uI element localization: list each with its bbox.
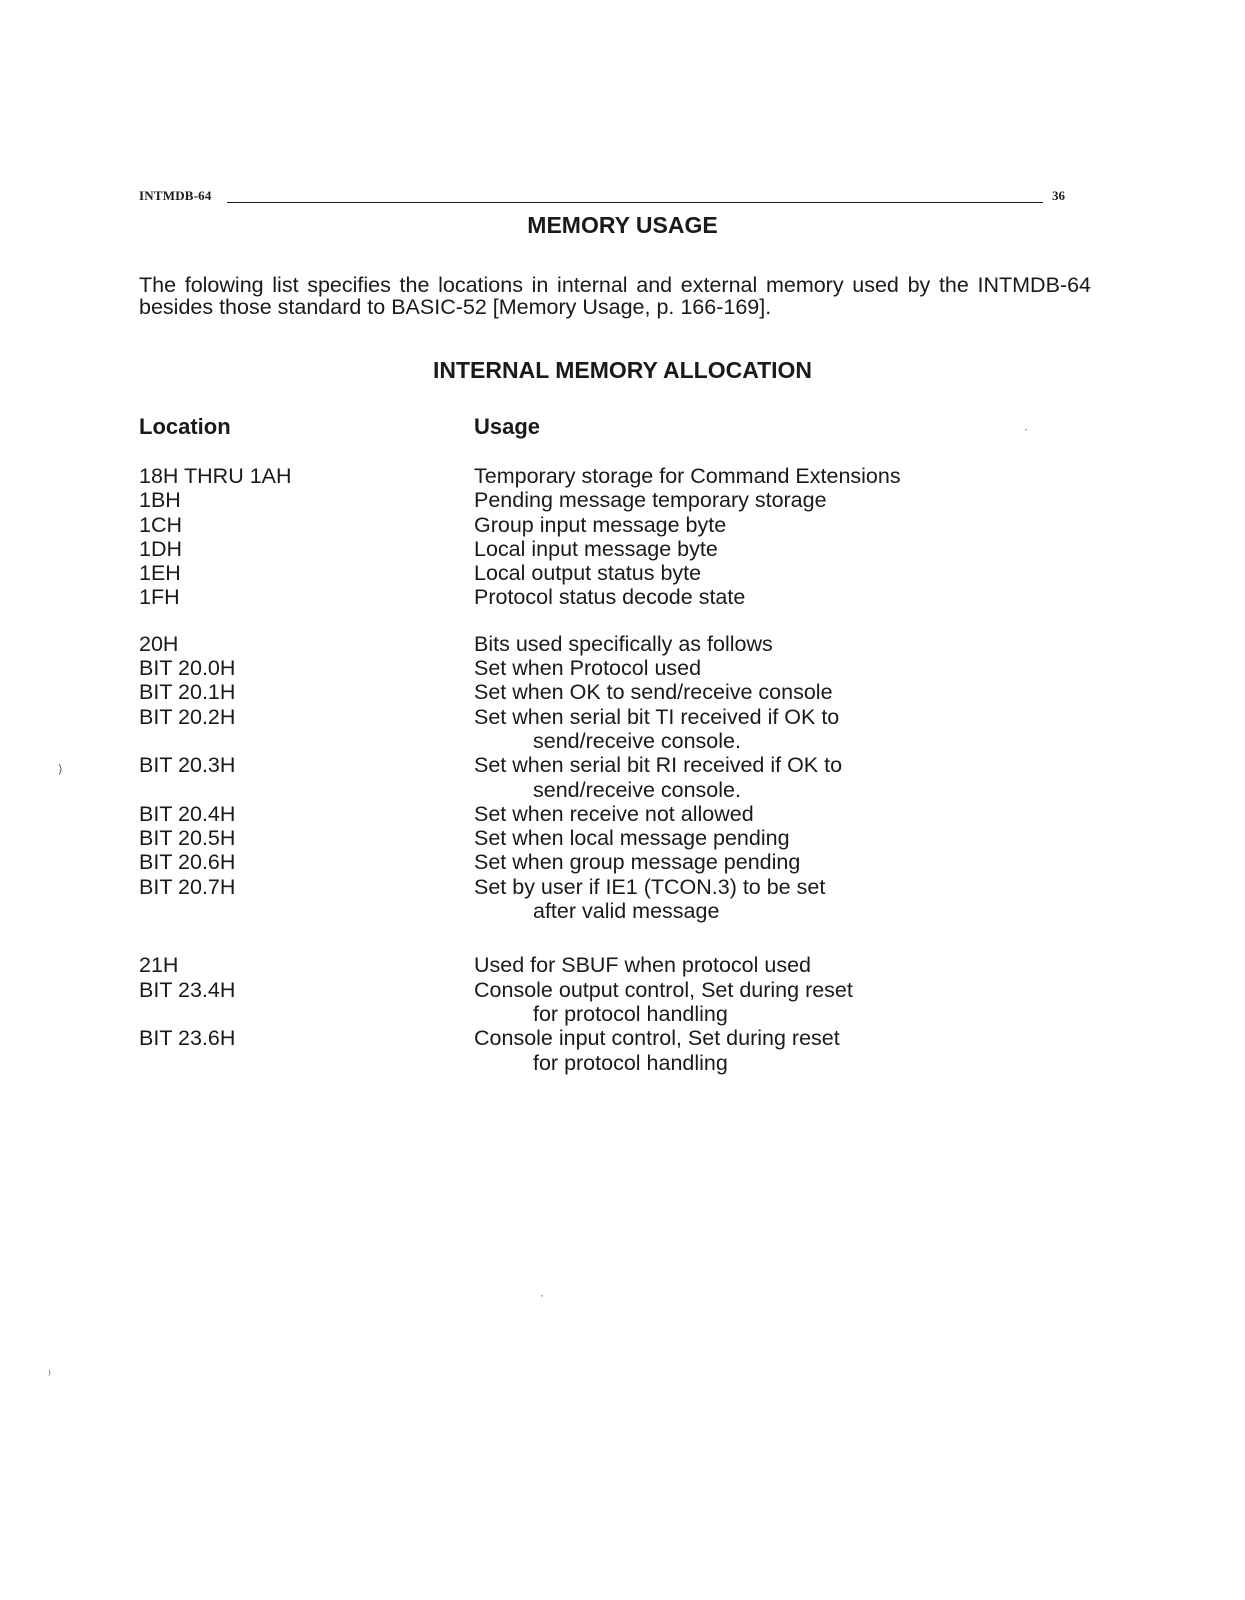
usage-text: Used for SBUF when protocol used xyxy=(474,953,811,978)
usage-cell xyxy=(474,953,1099,977)
location-cell: BIT 20.5H xyxy=(139,826,236,851)
usage-text: Console input control, Set during reset xyxy=(474,1026,840,1051)
location-cell: 21H xyxy=(139,953,179,978)
location-cell: BIT 20.4H xyxy=(139,801,236,826)
location-cell: BIT 20.2H xyxy=(139,704,236,729)
table-row xyxy=(139,561,1099,585)
usage-text: Set by user if IE1 (TCON.3) to be set xyxy=(474,874,826,899)
usage-text: Console output control, Set during reset xyxy=(474,977,853,1002)
usage-cell xyxy=(474,705,1099,754)
usage-cell xyxy=(474,1026,1099,1075)
usage-cell xyxy=(474,632,1099,656)
location-cell: BIT 20.6H xyxy=(139,850,236,875)
table-row xyxy=(139,802,1099,826)
location-cell: 1CH xyxy=(139,512,183,537)
usage-cell xyxy=(474,875,1099,924)
usage-text: Temporary storage for Command Extensions xyxy=(474,464,901,488)
scan-mark: ⁾ xyxy=(48,1368,51,1382)
usage-text: Protocol status decode state xyxy=(474,585,746,610)
usage-cell xyxy=(474,802,1099,826)
usage-continuation: send/receive console. xyxy=(533,728,741,753)
table-row xyxy=(139,1026,1099,1075)
usage-cell xyxy=(474,826,1099,850)
usage-cell xyxy=(474,978,1099,1027)
scan-dot: · xyxy=(1024,422,1028,436)
table-row xyxy=(139,585,1099,609)
location-cell: BIT 23.6H xyxy=(139,1026,236,1051)
usage-text: Set when serial bit TI received if OK to xyxy=(474,704,840,729)
location-cell: BIT 20.1H xyxy=(139,680,236,705)
usage-text: Local input message byte xyxy=(474,536,718,561)
table-row xyxy=(139,875,1099,924)
section-title: INTERNAL MEMORY ALLOCATION xyxy=(432,357,813,383)
usage-text: Bits used specifically as follows xyxy=(474,631,773,656)
table-row xyxy=(139,537,1099,561)
intro-paragraph: The folowing list specifies the locations in internal and external memory used by the INTMDB-64 besides those standard to BASIC-52 [Memory Usage, p. 166-169]. xyxy=(139,273,1091,319)
usage-cell xyxy=(474,537,1099,561)
usage-cell xyxy=(474,850,1099,874)
usage-text: Set when local message pending xyxy=(474,826,790,851)
table-row xyxy=(139,464,1099,488)
usage-text: Set when Protocol used xyxy=(474,656,702,681)
scan-dot: · xyxy=(540,1288,544,1302)
table-row xyxy=(139,978,1099,1027)
page-title: MEMORY USAGE xyxy=(527,212,718,238)
usage-text: Set when serial bit RI received if OK to xyxy=(474,753,843,778)
location-cell: 1BH xyxy=(139,488,181,513)
location-cell: 1FH xyxy=(139,585,180,610)
location-cell: BIT 20.7H xyxy=(139,874,236,899)
usage-text: Set when group message pending xyxy=(474,850,801,875)
location-cell: 18H THRU 1AH xyxy=(139,464,292,488)
table-row xyxy=(139,850,1099,874)
usage-continuation: for protocol handling xyxy=(533,1050,728,1075)
usage-continuation: after valid message xyxy=(533,899,720,924)
memory-allocation-table xyxy=(139,464,1099,1075)
table-row xyxy=(139,632,1099,656)
usage-cell xyxy=(474,464,1099,488)
location-cell: BIT 23.4H xyxy=(139,977,236,1002)
usage-cell xyxy=(474,488,1099,512)
usage-cell xyxy=(474,753,1099,802)
usage-text: Group input message byte xyxy=(474,512,727,537)
usage-cell xyxy=(474,680,1099,704)
usage-text: Set when receive not allowed xyxy=(474,801,754,826)
location-cell: 1EH xyxy=(139,561,181,586)
usage-cell xyxy=(474,656,1099,680)
usage-text: Pending message temporary storage xyxy=(474,488,827,513)
usage-cell xyxy=(474,585,1099,609)
table-row xyxy=(139,705,1099,754)
usage-column-header: Usage xyxy=(474,414,541,439)
table-row xyxy=(139,513,1099,537)
scan-mark: ⟩ xyxy=(58,762,63,776)
location-cell: 20H xyxy=(139,631,179,656)
header-rule xyxy=(227,202,1043,203)
location-column-header: Location xyxy=(139,414,231,439)
usage-text: Set when OK to send/receive console xyxy=(474,680,833,705)
usage-text: Local output status byte xyxy=(474,561,702,586)
table-row xyxy=(139,753,1099,802)
table-row xyxy=(139,826,1099,850)
page-header xyxy=(139,184,1065,208)
page-number: 36 xyxy=(1052,188,1065,203)
usage-continuation: for protocol handling xyxy=(533,1001,728,1026)
usage-continuation: send/receive console. xyxy=(533,777,741,802)
table-row xyxy=(139,656,1099,680)
location-cell: BIT 20.3H xyxy=(139,753,236,778)
usage-cell xyxy=(474,513,1099,537)
table-row xyxy=(139,488,1099,512)
table-row xyxy=(139,953,1099,977)
location-cell: BIT 20.0H xyxy=(139,656,236,681)
document-id: INTMDB-64 xyxy=(139,188,212,203)
usage-cell xyxy=(474,561,1099,585)
table-row xyxy=(139,680,1099,704)
location-cell: 1DH xyxy=(139,536,183,561)
